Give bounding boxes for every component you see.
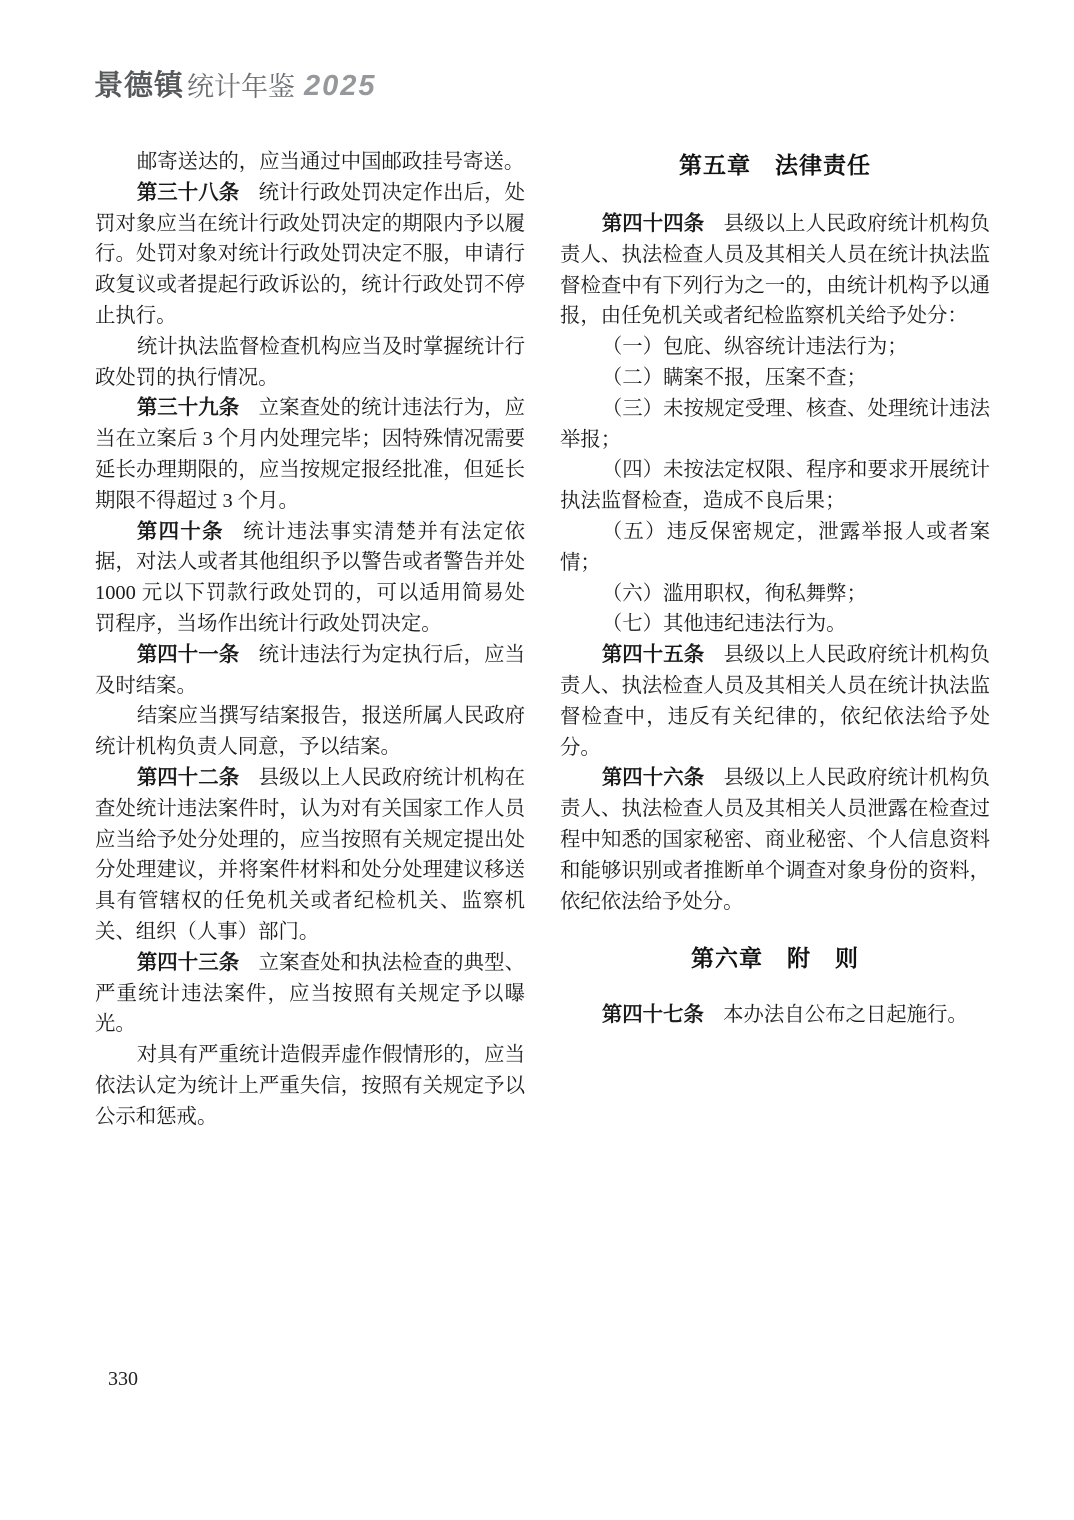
list-item <box>560 579 990 610</box>
list-item <box>560 394 990 456</box>
article-number: 第四十四条 <box>601 213 705 235</box>
left-column <box>95 147 525 1133</box>
paragraph-text: （七）其他违纪违法行为。 <box>601 613 847 636</box>
paragraph-text: （三）未按规定受理、核查、处理统计违法举报； <box>560 397 990 451</box>
paragraph <box>560 640 990 763</box>
article-number: 第三十八条 <box>136 181 240 204</box>
paragraph-text: （二）瞒案不报，压案不查； <box>601 366 867 389</box>
article-number: 第四十二条 <box>136 766 240 789</box>
paragraph-text: 县级以上人民政府统计机构在查处统计违法案件时，认为对有关国家工作人员应当给予处分处理的，应当按照有关规定提出处分处理建议，并将案件材料和处分处理建议移送具有管辖权的任免机关或者纪检机关、监察机关、组织（人事）部门。 <box>95 766 526 943</box>
paragraph <box>95 701 525 763</box>
paragraph-text: 立案查处和执法检查的典型、严重统计违法案件，应当按照有关规定予以曝光。 <box>95 951 526 1036</box>
paragraph <box>95 147 525 178</box>
paragraph-text: 立案查处的统计违法行为，应当在立案后 3 个月内处理完毕；因特殊情况需要延长办理期限的，应当按规定报经批准，但延长期限不得超过 3 个月。 <box>95 397 526 512</box>
paragraph-text: 县级以上人民政府统计机构负责人、执法检查人员及其相关人员在统计执法监督检查中，违反有关纪律的，依纪依法给予处分。 <box>560 644 991 759</box>
paragraph-text: 统计违法事实清楚并有法定依据，对法人或者其他组织予以警告或者警告并处 1000 元以下罚款行政处罚的，可以适用简易处罚程序，当场作出统计行政处罚决定。 <box>95 520 526 635</box>
paragraph-text: （五）违反保密规定，泄露举报人或者案情； <box>560 520 990 574</box>
chapter-5-heading: 第五章 法律责任 <box>679 153 871 178</box>
paragraph <box>560 763 990 917</box>
paragraph <box>95 517 525 640</box>
document-body <box>95 147 990 1133</box>
paragraph-text: 对具有严重统计造假弄虚作假情形的，应当依法认定为统计上严重失信，按照有关规定予以公示和惩戒。 <box>95 1044 525 1128</box>
chapter-6-heading: 第六章 附 则 <box>691 946 859 972</box>
page-number: 330 <box>108 1368 138 1390</box>
paragraph-text: 县级以上人民政府统计机构负责人、执法检查人员及其相关人员泄露在检查过程中知悉的国家秘密、商业秘密、个人信息资料和能够识别或者推断单个调查对象身份的资料，依纪依法给予处分。 <box>560 767 991 913</box>
paragraph <box>95 1040 525 1132</box>
paragraph-text: 统计行政处罚决定作出后，处罚对象应当在统计行政处罚决定的期限内予以履行。处罚对象对统计行政处罚决定不服，申请行政复议或者提起行政诉讼的，统计行政处罚不停止执行。 <box>95 181 526 327</box>
paragraph <box>95 640 525 702</box>
paragraph <box>95 393 525 516</box>
paragraph-text: 结案应当撰写结案报告，报送所属人民政府统计机构负责人同意，予以结案。 <box>95 705 525 759</box>
paragraph-text: （四）未按法定权限、程序和要求开展统计执法监督检查，造成不良后果； <box>560 459 990 513</box>
article-number: 第三十九条 <box>136 397 240 420</box>
article-number: 第四十五条 <box>601 644 705 667</box>
article-number: 第四十一条 <box>136 643 240 666</box>
paragraph <box>95 763 525 948</box>
paragraph <box>560 209 990 332</box>
article-number: 第四十七条 <box>601 1004 704 1027</box>
list-item <box>560 363 990 394</box>
paragraph-text: （六）滥用职权，徇私舞弊； <box>601 582 867 605</box>
brand-yearbook-label: 统计年鉴 <box>187 72 296 102</box>
article-number: 第四十六条 <box>601 767 705 790</box>
paragraph-text: 本办法自公布之日起施行。 <box>723 1004 968 1027</box>
page-header-brand <box>94 72 377 101</box>
paragraph <box>560 1000 990 1031</box>
paragraph-text: 县级以上人民政府统计机构负责人、执法检查人员及其相关人员在统计执法监督检查中有下列行为之一的，由统计机构予以通报，由任免机关或者纪检监察机关给予处分： <box>560 213 991 328</box>
paragraph <box>95 332 525 394</box>
list-item <box>560 332 990 363</box>
article-number: 第四十条 <box>136 520 224 543</box>
right-column <box>560 147 990 1133</box>
paragraph-text: 邮寄送达的，应当通过中国邮政挂号寄送。 <box>136 151 525 173</box>
paragraph <box>95 948 525 1040</box>
paragraph <box>95 178 525 332</box>
paragraph-text: 统计执法监督检查机构应当及时掌握统计行政处罚的执行情况。 <box>95 335 525 389</box>
list-item <box>560 517 990 579</box>
paragraph-text: （一）包庇、纵容统计违法行为； <box>601 336 908 359</box>
brand-year: 2025 <box>304 70 377 102</box>
paragraph-text: 统计违法行为定执行后，应当及时结案。 <box>95 643 526 697</box>
article-number: 第四十三条 <box>136 951 240 974</box>
brand-city-name: 景德镇 <box>94 70 185 102</box>
list-item <box>560 455 990 517</box>
list-item <box>560 609 990 640</box>
